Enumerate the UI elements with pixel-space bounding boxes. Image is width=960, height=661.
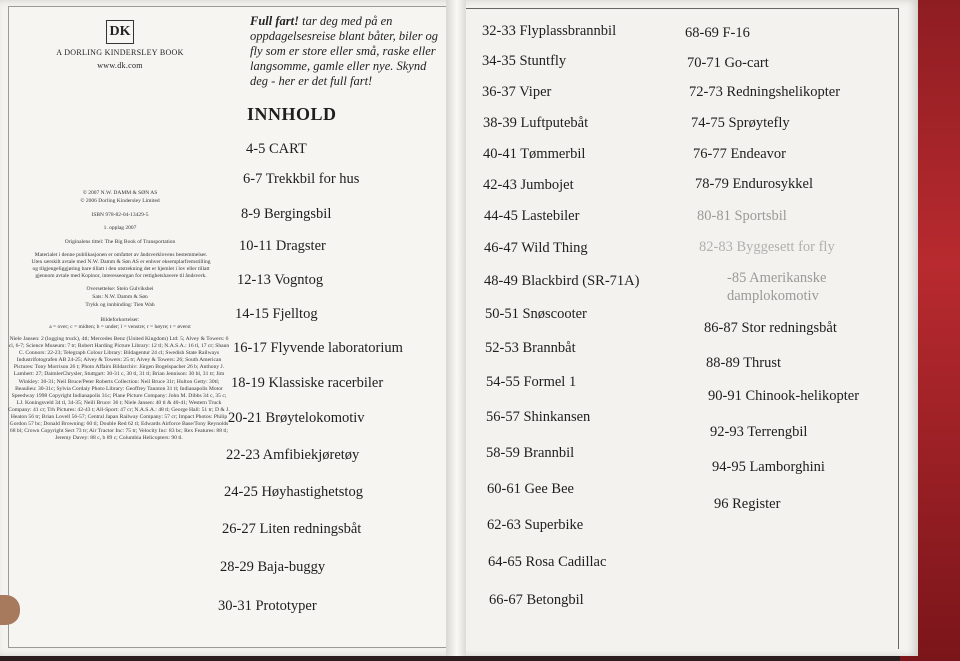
rights-text: og tilgjengeliggjøring bare tillatt i den utstrekning det er hjemlet i lov eller tillatt	[32, 266, 210, 272]
toc-entry: 56-57 Shinkansen	[486, 409, 591, 425]
toc-entry: 80-81 Sportsbil	[697, 208, 787, 224]
image-key-title: Bildeforkortelser:	[100, 317, 140, 323]
toc-entry: 16-17 Flyvende laboratorium	[233, 340, 403, 356]
toc-entry: 28-29 Baja-buggy	[220, 559, 326, 575]
contents-heading: INNHOLD	[247, 104, 337, 124]
toc-entry: 48-49 Blackbird (SR-71A)	[484, 273, 640, 289]
toc-entry: 68-69 F-16	[685, 25, 750, 41]
rights-text: Materialet i denne publikasjonen er omfattet av åndsverklovens bestemmelser.	[34, 252, 208, 258]
toc-entry: 78-79 Endurosykkel	[695, 176, 813, 192]
rights-text: gjennom avtale med Kopinor, interesseorgan for rettighetshavere til åndsverk.	[35, 273, 207, 279]
toc-entry: 22-23 Amfibiekjøretøy	[226, 447, 360, 463]
toc-entry: 38-39 Luftputebåt	[483, 115, 589, 131]
toc-entry: 32-33 Flyplassbrannbil	[482, 23, 617, 39]
dk-logo: DK	[106, 20, 134, 44]
toc-entry: 24-25 Høyhastighetstog	[224, 484, 363, 500]
toc-entry: 12-13 Vogntog	[237, 272, 324, 288]
printing: Trykk og innbinding: Tien Wah	[85, 302, 155, 308]
publisher-name: A DORLING KINDERSLEY BOOK	[56, 48, 184, 57]
toc-entry: 82-83 Byggesett for fly	[699, 239, 835, 255]
toc-entry: 92-93 Terrengbil	[710, 424, 808, 440]
toc-entry: 14-15 Fjelltog	[235, 306, 318, 322]
intro-text	[250, 14, 445, 89]
edition: 1. opplag 2007	[103, 225, 137, 231]
toc-entry: 60-61 Gee Bee	[487, 481, 574, 497]
toc-entry: 44-45 Lastebiler	[484, 208, 580, 224]
toc-entry: 34-35 Stuntfly	[482, 53, 567, 69]
toc-entry: 40-41 Tømmerbil	[483, 146, 586, 162]
book-gutter	[446, 0, 466, 656]
toc-entry: 8-9 Bergingsbil	[241, 206, 332, 222]
toc-entry: 52-53 Brannbåt	[485, 340, 576, 356]
typesetting: Sats: N.W. Damm & Søn	[92, 294, 148, 300]
intro-lead: Full fart!	[250, 14, 299, 28]
toc-entry: 96 Register	[714, 496, 781, 512]
toc-entry: 50-51 Snøscooter	[485, 306, 587, 322]
toc-entry: damplokomotiv	[727, 288, 819, 304]
toc-entry: 36-37 Viper	[482, 84, 552, 100]
copyright-line: © 2006 Dorling Kindersley Limited	[80, 198, 160, 204]
toc-entry: 6-7 Trekkbil for hus	[243, 171, 360, 187]
publisher-block	[40, 20, 200, 70]
toc-entry: 46-47 Wild Thing	[484, 240, 588, 256]
toc-entry: 20-21 Brøytelokomotiv	[228, 410, 365, 426]
toc-entry: 94-95 Lamborghini	[712, 459, 825, 475]
picture-credits: Niele Jansen: 2 (logging truck), 4tl; Mercedes Benz (United Kingdom) Ltd: 5; Alvey & Towers: 6 cl, 6-7; Science Museum: 7 tr; Robert Harding Picture Library: 12 tl; N.A.S.A.: 16 tl, 17 cr; Shaun C. Connors: 22-23; Telegraph Colour Library: Bildagentur 24 cl; Swedish State Railways Industrifotografen AB 24-25; Alvey & Towers: 25 tr; Alvey & Towers: 26; South American Pictures: Tony Morrison 26 t; Photo Affairs Bildarchiv: Jürgen Bogelspacher 26 b; Anthony J. Lambert: 27; DaimlerChrysler, Stuttgart: 30-31 c, 30 tl, 31 tl; Brian Jennison: 30 bl, 31 tr; Jim Winkley: 30-31; Neil Bruce/Peter Roberts Collection: Neil Bruce 31r; Hulton Getty: 30tl; Beaulieu: 30-31c; Sylvia Cordaiy Photo Library: Geoffrey Taunton 31 tl; Indianapolis Motor Speedway 1998 Copyright Indianapolis 31c; Plane Picture Company: John M. Dibbs 34 c, 35 c; LJ. Koningsveld 34 tl, 34-35; Neill Bruce: 36 t; Niele Jansen: 40 tl & 40-41; Western Truck Company: 41 cr; Trh Pictures: 42-43 t; All-Sport: 47 cr; N.A.S.A.: 48 tl; George Hall: 51 tr; D & J. Heaton 56 tr; Brian Lovell 56-57; Central Japan Railway Company: 57 cr; Impact Photos: Philip Gordon 57 bc; Donald Browning: 60 tl; Double Red 62 tl; Edwards Airforce Base/Tony Reynolds 68 bl; Crown Copyright Sect 73 tr; Air Tractor Inc: 75 tr; Velocity Inc: 83 bc; Rex Features: 88 tl; Jeremy Davey: 88 c, b 89 c; Columbia Helicopters: 90 tl.	[8, 336, 230, 442]
toc-entry: 30-31 Prototyper	[218, 598, 317, 614]
toc-entry: 86-87 Stor redningsbåt	[704, 320, 837, 336]
isbn: ISBN 978-82-04-13429-5	[91, 212, 149, 218]
toc-entry: 90-91 Chinook-helikopter	[708, 388, 860, 404]
translator: Oversettelse: Stein Gulvikshei	[86, 286, 154, 292]
original-title: Originalens tittel: The Big Book of Transportation	[64, 239, 176, 245]
toc-entry: 70-71 Go-cart	[687, 55, 769, 71]
publisher-url: www.dk.com	[97, 61, 143, 70]
toc-entry: 10-11 Dragster	[239, 238, 326, 254]
toc-entry: 88-89 Thrust	[706, 355, 782, 371]
toc-entry: 18-19 Klassiske racerbiler	[231, 375, 384, 391]
toc-entry: 64-65 Rosa Cadillac	[488, 554, 607, 570]
toc-entry: 4-5 CART	[246, 141, 307, 157]
toc-entry: 66-67 Betongbil	[489, 592, 584, 608]
copyright-line: © 2007 N.W. DAMM & SØN AS	[82, 190, 158, 196]
toc-entry: 74-75 Sprøytefly	[691, 115, 790, 131]
toc-entry: 62-63 Superbike	[487, 517, 584, 533]
toc-entry: 76-77 Endeavor	[693, 146, 787, 162]
toc-entry: 42-43 Jumbojet	[483, 177, 574, 193]
toc-entry: 58-59 Brannbil	[486, 445, 575, 461]
rights-text: Uten særskilt avtale med N.W. Damm & Søn AS er enhver eksemplarfremstilling	[31, 259, 211, 265]
toc-entry: -85 Amerikanske	[727, 270, 827, 286]
toc-entry: 72-73 Redningshelikopter	[689, 84, 841, 100]
intro-body: tar deg med på en oppdagelsesreise blant båter, biler og fly som er store eller små, raske eller langsomme, gamle eller nye. Skynd deg - her er det full fart!	[250, 14, 439, 88]
toc-entry: 54-55 Formel 1	[486, 374, 577, 390]
image-key: a = over; c = midten; b = under; l = venstre; r = høyre; t = øverst	[49, 324, 191, 330]
toc-entry: 26-27 Liten redningsbåt	[222, 521, 362, 537]
